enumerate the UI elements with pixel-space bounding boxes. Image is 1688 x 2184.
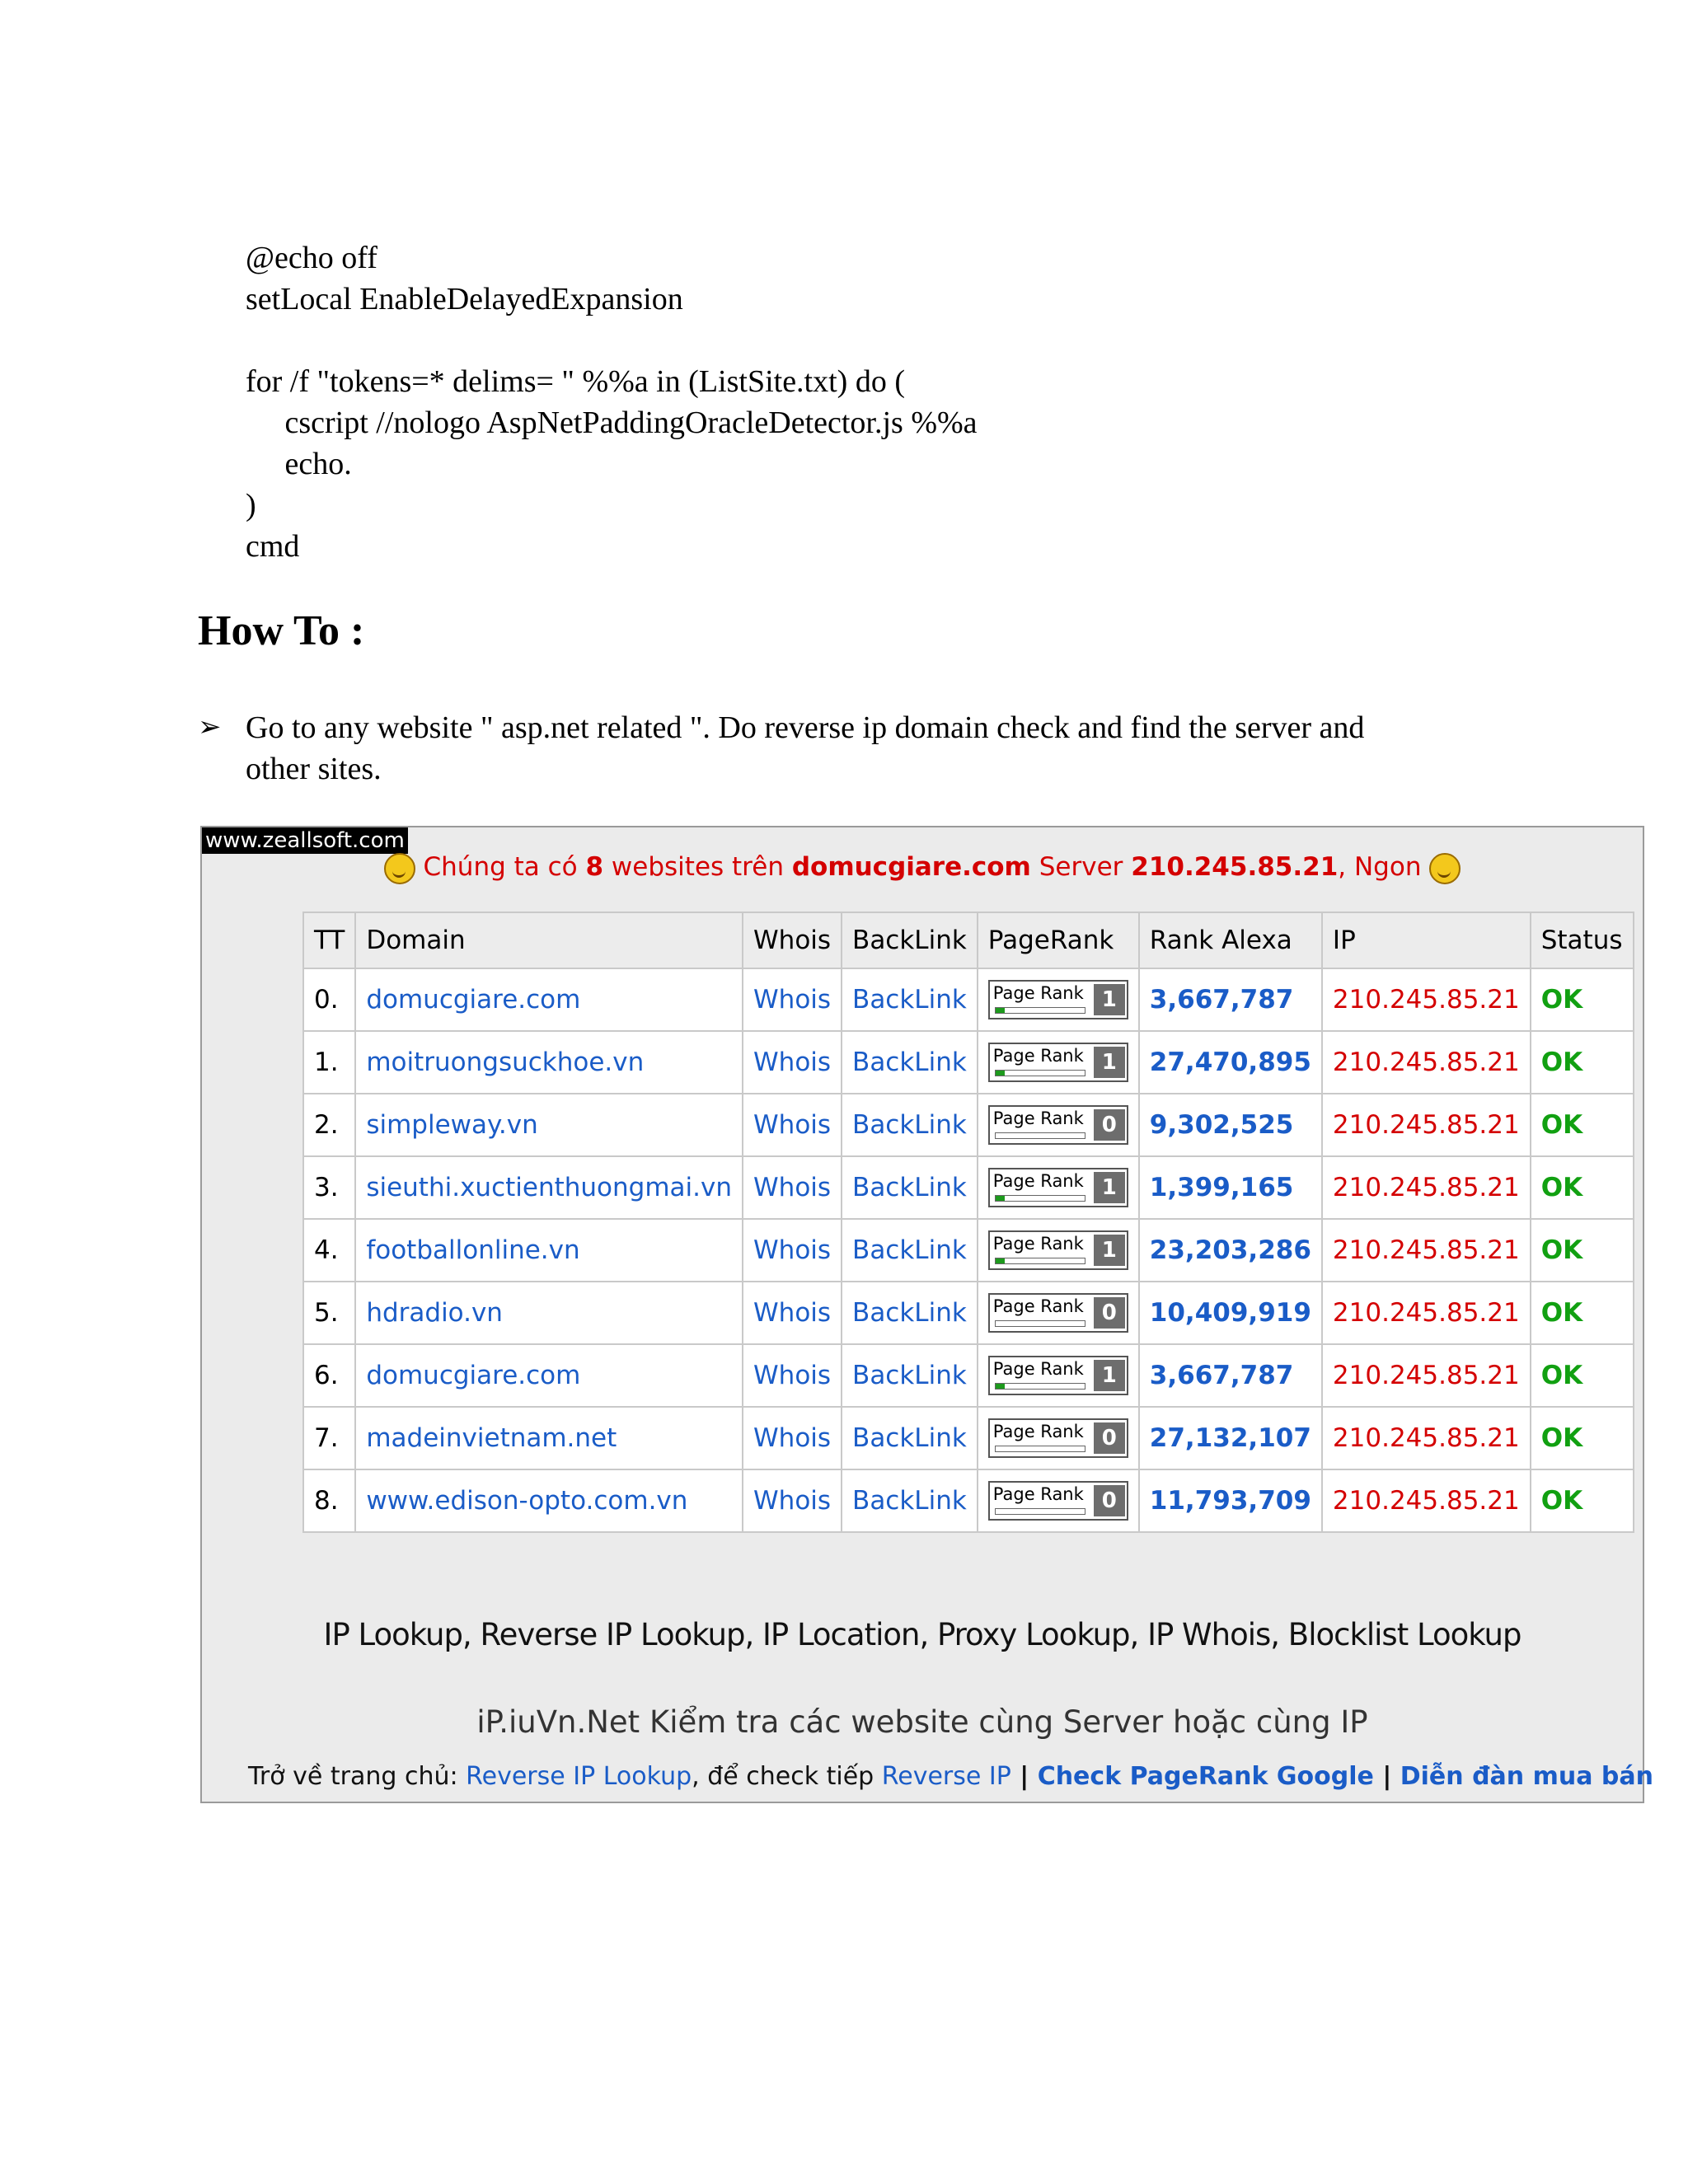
whois-link[interactable]: Whois xyxy=(743,1031,842,1094)
pagerank-label: Page Rank xyxy=(992,1234,1084,1254)
reverse-ip-screenshot xyxy=(200,826,1653,1803)
backlink-link[interactable]: BackLink xyxy=(842,1094,978,1156)
domain-link[interactable]: madeinvietnam.net xyxy=(355,1407,743,1469)
backlink-link[interactable]: BackLink xyxy=(842,1344,978,1407)
pagerank-value: 1 xyxy=(1094,1235,1125,1266)
table-row xyxy=(303,1282,1634,1344)
ip-address: 210.245.85.21 xyxy=(1322,1407,1531,1469)
instruction-text: Go to any website " asp.net related ". Do reverse ip domain check and find the server and other sites. xyxy=(246,710,1365,786)
pagerank-bar xyxy=(995,1508,1085,1515)
whois-link[interactable]: Whois xyxy=(743,1469,842,1532)
ip-address: 210.245.85.21 xyxy=(1322,1156,1531,1219)
pagerank-label: Page Rank xyxy=(992,1171,1084,1191)
row-index: 1. xyxy=(303,1031,355,1094)
pagerank-cell xyxy=(978,1156,1139,1219)
pagerank-bar xyxy=(995,1258,1085,1264)
pagerank-cell xyxy=(978,1407,1139,1469)
backlink-link[interactable]: BackLink xyxy=(842,1282,978,1344)
footer-links: Trở về trang chủ: Reverse IP Lookup, để check tiếp Reverse IP | Check PageRank Google | Diễn đàn mua bán xyxy=(248,1762,1653,1791)
ip-address: 210.245.85.21 xyxy=(1322,968,1531,1031)
pagerank-value: 1 xyxy=(1094,1047,1125,1078)
ip-address: 210.245.85.21 xyxy=(1322,1344,1531,1407)
alexa-rank: 1,399,165 xyxy=(1139,1156,1322,1219)
row-index: 4. xyxy=(303,1219,355,1282)
pagerank-cell xyxy=(978,1344,1139,1407)
alexa-rank: 10,409,919 xyxy=(1139,1282,1322,1344)
status-badge: OK xyxy=(1531,1094,1634,1156)
pagerank-value: 0 xyxy=(1094,1109,1125,1141)
pagerank-label: Page Rank xyxy=(992,1422,1084,1441)
domain-link[interactable]: simpleway.vn xyxy=(355,1094,743,1156)
table-row xyxy=(303,968,1634,1031)
domain-link[interactable]: moitruongsuckhoe.vn xyxy=(355,1031,743,1094)
server-ip: 210.245.85.21 xyxy=(1131,852,1339,882)
domain-link[interactable]: domucgiare.com xyxy=(355,968,743,1031)
pagerank-cell xyxy=(978,1219,1139,1282)
code-line: cscript //nologo AspNetPaddingOracleDetector.js %%a xyxy=(246,405,978,440)
pagerank-bar xyxy=(995,1132,1085,1139)
alexa-rank: 23,203,286 xyxy=(1139,1219,1322,1282)
code-line: @echo off xyxy=(246,241,377,275)
reverse-ip-lookup-link[interactable]: Reverse IP Lookup xyxy=(466,1762,692,1791)
domain-link[interactable]: footballonline.vn xyxy=(355,1219,743,1282)
whois-link[interactable]: Whois xyxy=(743,1282,842,1344)
whois-link[interactable]: Whois xyxy=(743,968,842,1031)
pagerank-value: 1 xyxy=(1094,984,1125,1015)
column-header: TT xyxy=(303,912,355,968)
pagerank-badge xyxy=(988,1481,1128,1521)
domain-link[interactable]: hdradio.vn xyxy=(355,1282,743,1344)
whois-link[interactable]: Whois xyxy=(743,1407,842,1469)
whois-link[interactable]: Whois xyxy=(743,1156,842,1219)
row-index: 2. xyxy=(303,1094,355,1156)
code-line: ) xyxy=(246,488,256,523)
column-header: Whois xyxy=(743,912,842,968)
pagerank-bar xyxy=(995,1070,1085,1076)
alexa-rank: 3,667,787 xyxy=(1139,968,1322,1031)
whois-link[interactable]: Whois xyxy=(743,1219,842,1282)
backlink-link[interactable]: BackLink xyxy=(842,1031,978,1094)
status-badge: OK xyxy=(1531,1031,1634,1094)
table-row xyxy=(303,1407,1634,1469)
thumbs-smiley-icon xyxy=(1429,853,1461,884)
alexa-rank: 3,667,787 xyxy=(1139,1344,1322,1407)
site-tagline: iP.iuVn.Net Kiểm tra các website cùng Server hoặc cùng IP xyxy=(476,1704,1368,1740)
whois-link[interactable]: Whois xyxy=(743,1344,842,1407)
alexa-rank: 27,470,895 xyxy=(1139,1031,1322,1094)
status-badge: OK xyxy=(1531,1407,1634,1469)
column-header: Rank Alexa xyxy=(1139,912,1322,968)
row-index: 7. xyxy=(303,1407,355,1469)
pagerank-badge xyxy=(988,1418,1128,1458)
backlink-link[interactable]: BackLink xyxy=(842,968,978,1031)
pagerank-badge xyxy=(988,1105,1128,1145)
pagerank-value: 1 xyxy=(1094,1360,1125,1391)
pagerank-label: Page Rank xyxy=(992,1046,1084,1066)
arrow-bullet-icon: ➢ xyxy=(198,712,222,743)
status-badge: OK xyxy=(1531,1282,1634,1344)
reverse-ip-link[interactable]: Reverse IP xyxy=(881,1762,1011,1791)
column-header: Status xyxy=(1531,912,1634,968)
pagerank-cell xyxy=(978,1031,1139,1094)
ip-address: 210.245.85.21 xyxy=(1322,1469,1531,1532)
code-line: echo. xyxy=(246,447,352,481)
status-badge: OK xyxy=(1531,1156,1634,1219)
tools-line: IP Lookup, Reverse IP Lookup, IP Location, Proxy Lookup, IP Whois, Blocklist Lookup xyxy=(323,1617,1522,1652)
site-count: 8 xyxy=(585,852,604,882)
pagerank-cell xyxy=(978,1469,1139,1532)
pagerank-label: Page Rank xyxy=(992,1484,1084,1504)
backlink-link[interactable]: BackLink xyxy=(842,1407,978,1469)
results-summary: Chúng ta có 8 websites trên domucgiare.com Server 210.245.85.21, Ngon xyxy=(202,852,1643,884)
column-header: BackLink xyxy=(842,912,978,968)
alexa-rank: 11,793,709 xyxy=(1139,1469,1322,1532)
column-header: IP xyxy=(1322,912,1531,968)
alexa-rank: 27,132,107 xyxy=(1139,1407,1322,1469)
table-row xyxy=(303,1156,1634,1219)
pagerank-badge xyxy=(988,1168,1128,1207)
table-row xyxy=(303,1219,1634,1282)
domain-link[interactable]: domucgiare.com xyxy=(355,1344,743,1407)
sites-table xyxy=(302,912,1634,1533)
status-badge: OK xyxy=(1531,968,1634,1031)
alexa-rank: 9,302,525 xyxy=(1139,1094,1322,1156)
pagerank-value: 0 xyxy=(1094,1485,1125,1516)
row-index: 5. xyxy=(303,1282,355,1344)
code-line: setLocal EnableDelayedExpansion xyxy=(246,282,683,316)
column-header: PageRank xyxy=(978,912,1139,968)
pagerank-label: Page Rank xyxy=(992,983,1084,1003)
pagerank-badge xyxy=(988,1356,1128,1395)
status-badge: OK xyxy=(1531,1469,1634,1532)
instruction-bullet xyxy=(198,707,1418,790)
pagerank-cell xyxy=(978,1282,1139,1344)
pagerank-bar xyxy=(995,1195,1085,1202)
pagerank-label: Page Rank xyxy=(992,1296,1084,1316)
queried-domain: domucgiare.com xyxy=(791,852,1031,882)
code-line xyxy=(246,320,978,361)
check-pagerank-link[interactable]: Check PageRank Google xyxy=(1037,1762,1374,1791)
forum-link[interactable]: Diễn đàn mua bán xyxy=(1400,1762,1653,1791)
table-row xyxy=(303,1031,1634,1094)
row-index: 6. xyxy=(303,1344,355,1407)
table-row xyxy=(303,1094,1634,1156)
pagerank-bar xyxy=(995,1007,1085,1014)
batch-script-code xyxy=(246,237,978,567)
status-badge: OK xyxy=(1531,1344,1634,1407)
pagerank-badge xyxy=(988,1293,1128,1333)
pagerank-label: Page Rank xyxy=(992,1359,1084,1379)
row-index: 8. xyxy=(303,1469,355,1532)
pagerank-badge xyxy=(988,980,1128,1019)
pagerank-label: Page Rank xyxy=(992,1108,1084,1128)
pagerank-bar xyxy=(995,1320,1085,1327)
ip-address: 210.245.85.21 xyxy=(1322,1282,1531,1344)
smiley-icon xyxy=(384,853,415,884)
backlink-link[interactable]: BackLink xyxy=(842,1156,978,1219)
pagerank-value: 1 xyxy=(1094,1172,1125,1203)
pagerank-bar xyxy=(995,1446,1085,1452)
pagerank-cell xyxy=(978,1094,1139,1156)
table-row xyxy=(303,1469,1634,1532)
pagerank-badge xyxy=(988,1230,1128,1270)
domain-link[interactable]: www.edison-opto.com.vn xyxy=(355,1469,743,1532)
ip-address: 210.245.85.21 xyxy=(1322,1094,1531,1156)
whois-link[interactable]: Whois xyxy=(743,1094,842,1156)
pagerank-value: 0 xyxy=(1094,1422,1125,1454)
table-header-row xyxy=(303,912,1634,968)
code-line: for /f "tokens=* delims= " %%a in (ListSite.txt) do ( xyxy=(246,364,905,399)
pagerank-bar xyxy=(995,1383,1085,1390)
pagerank-badge xyxy=(988,1043,1128,1082)
row-index: 3. xyxy=(303,1156,355,1219)
domain-link[interactable]: sieuthi.xuctienthuongmai.vn xyxy=(355,1156,743,1219)
ip-address: 210.245.85.21 xyxy=(1322,1219,1531,1282)
table-row xyxy=(303,1344,1634,1407)
column-header: Domain xyxy=(355,912,743,968)
pagerank-cell xyxy=(978,968,1139,1031)
backlink-link[interactable]: BackLink xyxy=(842,1469,978,1532)
code-line: cmd xyxy=(246,529,300,564)
status-badge: OK xyxy=(1531,1219,1634,1282)
row-index: 0. xyxy=(303,968,355,1031)
backlink-link[interactable]: BackLink xyxy=(842,1219,978,1282)
section-heading: How To : xyxy=(198,607,365,654)
pagerank-value: 0 xyxy=(1094,1297,1125,1329)
ip-address: 210.245.85.21 xyxy=(1322,1031,1531,1094)
watermark-label: www.zeallsoft.com xyxy=(202,827,408,854)
